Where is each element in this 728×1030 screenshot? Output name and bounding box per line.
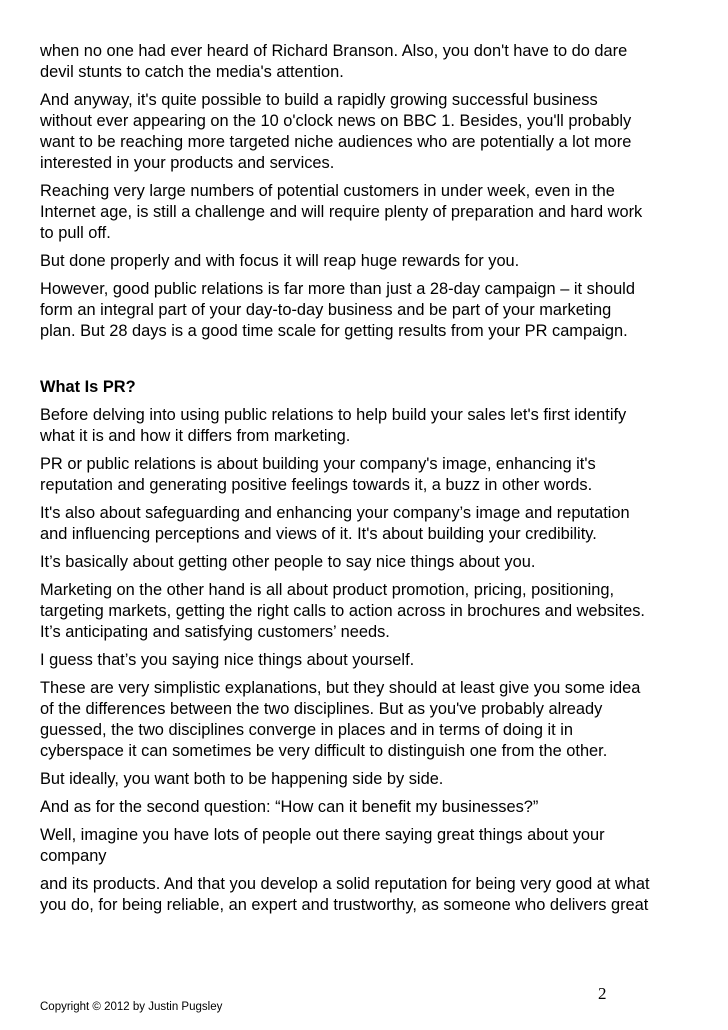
- paragraph: [40, 874, 690, 916]
- text-line: to pull off.: [40, 224, 111, 242]
- paragraph: [40, 251, 690, 272]
- paragraph: [40, 825, 690, 867]
- text-line: Reaching very large numbers of potential customers in under week, even in the: [40, 182, 615, 200]
- paragraph: [40, 552, 690, 573]
- text-line: when no one had ever heard of Richard Branson. Also, you don't have to do dare: [40, 42, 628, 60]
- text-line: you do, for being reliable, an expert and trustworthy, as someone who delivers great: [40, 896, 649, 914]
- paragraph: [40, 405, 690, 447]
- text-line: It’s basically about getting other people to say nice things about you.: [40, 553, 536, 571]
- text-line: what it is and how it differs from marketing.: [40, 427, 351, 445]
- text-line: It’s anticipating and satisfying customers’ needs.: [40, 623, 390, 641]
- text-line: But ideally, you want both to be happening side by side.: [40, 770, 444, 788]
- paragraph: [40, 678, 690, 762]
- text-line: Before delving into using public relations to help build your sales let's first identify: [40, 406, 627, 424]
- text-line: and its products. And that you develop a solid reputation for being very good at what: [40, 875, 650, 893]
- paragraph: [40, 797, 690, 818]
- text-line: Internet age, is still a challenge and will require plenty of preparation and hard work: [40, 203, 643, 221]
- text-line: devil stunts to catch the media's attention.: [40, 63, 344, 81]
- text-line: And as for the second question: “How can it benefit my businesses?”: [40, 798, 539, 816]
- text-line: And anyway, it's quite possible to build a rapidly growing successful business: [40, 91, 598, 109]
- page-number: 2: [598, 984, 607, 1003]
- text-line: without ever appearing on the 10 o'clock news on BBC 1. Besides, you'll probably: [40, 112, 632, 130]
- document-page: [40, 41, 690, 923]
- section-spacer: [40, 349, 690, 377]
- body-text-top: [40, 41, 690, 342]
- copyright-footer: Copyright © 2012 by Justin Pugsley: [40, 1001, 223, 1013]
- paragraph: [40, 90, 690, 174]
- section-heading: What Is PR?: [40, 378, 136, 396]
- text-line: interested in your products and services.: [40, 154, 335, 172]
- paragraph: [40, 503, 690, 545]
- text-line: I guess that’s you saying nice things about yourself.: [40, 651, 415, 669]
- text-line: want to be reaching more targeted niche audiences who are potentially a lot more: [40, 133, 632, 151]
- text-line: These are very simplistic explanations, but they should at least give you some idea: [40, 679, 641, 697]
- text-line: of the differences between the two disciplines. But as you've probably already: [40, 700, 603, 718]
- text-line: PR or public relations is about building your company's image, enhancing it's: [40, 455, 596, 473]
- paragraph: [40, 769, 690, 790]
- body-text-bottom: [40, 405, 690, 916]
- text-line: Well, imagine you have lots of people out there saying great things about your: [40, 826, 605, 844]
- text-line: targeting markets, getting the right calls to action across in brochures and websites.: [40, 602, 645, 620]
- paragraph: [40, 580, 690, 643]
- paragraph: [40, 650, 690, 671]
- text-line: It's also about safeguarding and enhancing your company’s image and reputation: [40, 504, 630, 522]
- text-line: and influencing perceptions and views of it. It's about building your credibility.: [40, 525, 597, 543]
- text-line: company: [40, 847, 107, 865]
- text-line: However, good public relations is far more than just a 28-day campaign – it should: [40, 280, 635, 298]
- text-line: Marketing on the other hand is all about product promotion, pricing, positioning,: [40, 581, 615, 599]
- paragraph: [40, 279, 690, 342]
- text-line: But done properly and with focus it will reap huge rewards for you.: [40, 252, 520, 270]
- text-line: guessed, the two disciplines converge in places and in terms of doing it in: [40, 721, 573, 739]
- text-line: plan. But 28 days is a good time scale for getting results from your PR campaign.: [40, 322, 628, 340]
- paragraph: [40, 181, 690, 244]
- text-line: cyberspace it can sometimes be very difficult to distinguish one from the other.: [40, 742, 608, 760]
- text-line: form an integral part of your day-to-day business and be part of your marketing: [40, 301, 612, 319]
- paragraph: [40, 41, 690, 83]
- text-line: reputation and generating positive feelings towards it, a buzz in other words.: [40, 476, 593, 494]
- paragraph: [40, 454, 690, 496]
